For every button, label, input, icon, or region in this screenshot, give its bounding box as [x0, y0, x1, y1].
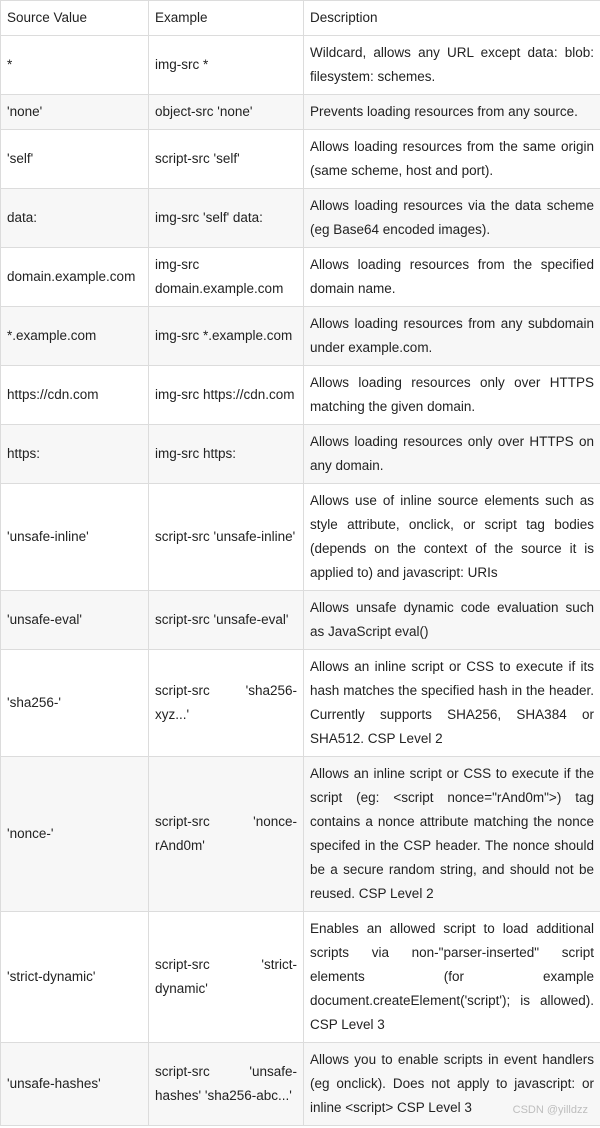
source-value-cell: 'unsafe-inline' — [1, 484, 149, 591]
header-description: Description — [304, 1, 600, 36]
description-cell: Allows an inline script or CSS to execute if the script (eg: <script nonce="rAnd0m">) tag contains a nonce attribute matching the nonce specifed in the CSP header. The nonce should be a secure random string, and should not be reused. CSP Level 2 — [304, 757, 600, 912]
example-cell: script-src 'nonce-rAnd0m' — [149, 757, 304, 912]
source-value-cell: data: — [1, 189, 149, 248]
table-row — [1, 912, 600, 1043]
description-cell: Allows use of inline source elements such as style attribute, onclick, or script tag bodies (depends on the context of the source it is applied to) and javascript: URIs — [304, 484, 600, 591]
description-cell: Allows loading resources only over HTTPS matching the given domain. — [304, 366, 600, 425]
example-cell: img-src domain.example.com — [149, 248, 304, 307]
table-row — [1, 36, 600, 95]
source-value-cell: 'nonce-' — [1, 757, 149, 912]
source-value-cell: *.example.com — [1, 307, 149, 366]
source-value-cell: 'none' — [1, 95, 149, 130]
source-value-cell: * — [1, 36, 149, 95]
description-cell: Allows loading resources only over HTTPS on any domain. — [304, 425, 600, 484]
example-cell: script-src 'strict-dynamic' — [149, 912, 304, 1043]
table-row — [1, 591, 600, 650]
source-value-cell: https: — [1, 425, 149, 484]
table-row — [1, 1043, 600, 1126]
example-cell: script-src 'unsafe-hashes' 'sha256-abc...' — [149, 1043, 304, 1126]
example-cell: img-src * — [149, 36, 304, 95]
description-cell: Allows you to enable scripts in event handlers (eg onclick). Does not apply to javascript: or inline <script> CSP Level 3 — [304, 1043, 600, 1126]
table-row — [1, 307, 600, 366]
table-header-row — [1, 1, 600, 36]
source-value-cell: 'unsafe-hashes' — [1, 1043, 149, 1126]
table-row — [1, 366, 600, 425]
description-cell: Wildcard, allows any URL except data: blob: filesystem: schemes. — [304, 36, 600, 95]
table-row — [1, 189, 600, 248]
example-cell: img-src https://cdn.com — [149, 366, 304, 425]
example-cell: script-src 'unsafe-eval' — [149, 591, 304, 650]
source-value-cell: 'unsafe-eval' — [1, 591, 149, 650]
table-row — [1, 484, 600, 591]
source-value-cell: 'self' — [1, 130, 149, 189]
example-cell: script-src 'unsafe-inline' — [149, 484, 304, 591]
table-row — [1, 425, 600, 484]
description-cell: Allows loading resources from the specified domain name. — [304, 248, 600, 307]
example-cell: img-src 'self' data: — [149, 189, 304, 248]
table-row — [1, 95, 600, 130]
example-cell: img-src https: — [149, 425, 304, 484]
example-cell: img-src *.example.com — [149, 307, 304, 366]
source-value-cell: https://cdn.com — [1, 366, 149, 425]
description-cell: Prevents loading resources from any source. — [304, 95, 600, 130]
header-source-value: Source Value — [1, 1, 149, 36]
table-row — [1, 248, 600, 307]
source-value-cell: 'sha256-' — [1, 650, 149, 757]
table-body — [1, 36, 600, 1126]
description-cell: Allows loading resources from any subdomain under example.com. — [304, 307, 600, 366]
description-cell: Allows loading resources from the same origin (same scheme, host and port). — [304, 130, 600, 189]
header-example: Example — [149, 1, 304, 36]
example-cell: script-src 'sha256-xyz...' — [149, 650, 304, 757]
example-cell: script-src 'self' — [149, 130, 304, 189]
source-value-cell: 'strict-dynamic' — [1, 912, 149, 1043]
example-cell: object-src 'none' — [149, 95, 304, 130]
description-cell: Allows an inline script or CSS to execute if its hash matches the specified hash in the header. Currently supports SHA256, SHA384 or SHA512. CSP Level 2 — [304, 650, 600, 757]
watermark: CSDN @yilldzz — [512, 1104, 588, 1116]
table-row — [1, 130, 600, 189]
description-cell: Allows loading resources via the data scheme (eg Base64 encoded images). — [304, 189, 600, 248]
description-cell: Enables an allowed script to load additional scripts via non-"parser-inserted" script elements (for example document.createElement('script'); is allowed). CSP Level 3 — [304, 912, 600, 1043]
description-cell: Allows unsafe dynamic code evaluation such as JavaScript eval() — [304, 591, 600, 650]
source-value-cell: domain.example.com — [1, 248, 149, 307]
table-row — [1, 757, 600, 912]
table-row — [1, 650, 600, 757]
